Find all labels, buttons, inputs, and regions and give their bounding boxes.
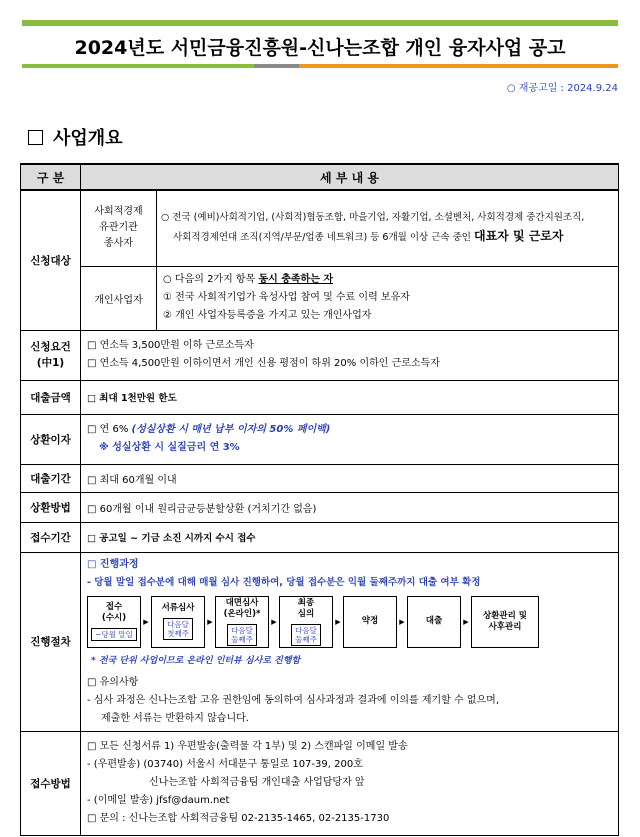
sub-label-org: 사회적경제 유관기관 종사자 bbox=[81, 190, 157, 266]
accept-text: □ 공고일 ~ 기금 소진 시까지 수시 접수 bbox=[81, 522, 619, 552]
flow-step-title: 상환관리 및 사후관리 bbox=[482, 610, 527, 632]
header-bottom-bar bbox=[22, 64, 618, 68]
interest-1b: (성실상환 시 매년 납부 이자의 50% 페이백) bbox=[131, 424, 331, 435]
method-detail bbox=[81, 731, 619, 835]
repay-text: □ 60개월 이내 원리금균등분할상환 (거치기간 없음) bbox=[81, 492, 619, 522]
period-text: □ 최대 60개월 이내 bbox=[81, 464, 619, 492]
table-row bbox=[21, 190, 619, 266]
row-label-target: 신청대상 bbox=[21, 190, 81, 330]
caution-heading: □ 유의사항 bbox=[87, 676, 139, 688]
sub-label-personal: 개인사업자 bbox=[81, 266, 157, 330]
process-heading: □ 진행과정 bbox=[87, 558, 139, 570]
flow-step-title: 최종 심의 bbox=[297, 597, 315, 619]
arrow-right-icon: ▶ bbox=[207, 617, 213, 626]
flow-step bbox=[407, 596, 461, 648]
process-flow bbox=[87, 596, 612, 648]
flow-step-title: 접수 (수시) bbox=[101, 602, 127, 623]
repost-date: ○ 재공고일 : 2024.9.24 bbox=[506, 83, 618, 94]
personal-1a: ○ 다음의 2가지 항목 bbox=[163, 274, 259, 285]
flow-step bbox=[151, 596, 205, 648]
row-label-accept: 접수기간 bbox=[21, 522, 81, 552]
flow-step-sub: 다음달 둘째주 bbox=[227, 624, 257, 646]
org-text-1: ○ 전국 (예비)사회적기업, (사회적)협동조합, 마을기업, 자활기업, 소셜벤처, 사회적경제 중간지원조직, bbox=[161, 212, 585, 224]
personal-detail bbox=[157, 266, 619, 330]
flow-step-sub: ~당월 말일 bbox=[91, 628, 137, 641]
caution-line-2: 제출한 서류는 반환하지 않습니다. bbox=[101, 712, 249, 724]
table-row bbox=[21, 492, 619, 522]
personal-line-1 bbox=[163, 271, 612, 289]
col-head-details: 세 부 내 용 bbox=[81, 164, 619, 190]
method-line-2: - (우편발송) (03740) 서울시 서대문구 통일로 107-39, 200호 bbox=[87, 759, 363, 770]
table-row bbox=[21, 330, 619, 380]
requirement-line-2: □ 연소득 4,500만원 이하이면서 개인 신용 평점이 하위 20% 이하인 근로소득자 bbox=[87, 358, 440, 369]
arrow-right-icon: ▶ bbox=[399, 617, 405, 626]
method-line-5: □ 문의 : 신나는조합 사회적금융팀 02-2135-1465, 02-2135-1730 bbox=[87, 813, 390, 824]
table-header-row bbox=[21, 164, 619, 190]
process-detail bbox=[81, 552, 619, 731]
page-title: 2024년도 서민금융진흥원-신나는조합 개인 융자사업 공고 bbox=[74, 37, 566, 59]
arrow-right-icon: ▶ bbox=[335, 617, 341, 626]
section-heading bbox=[28, 124, 123, 150]
flow-step-title: 대출 bbox=[425, 616, 443, 626]
arrow-right-icon: ▶ bbox=[463, 617, 469, 626]
flow-step-title: 약정 bbox=[361, 616, 379, 626]
process-note: * 전국 단위 사업이므로 온라인 인터뷰 심사로 진행함 bbox=[91, 655, 301, 666]
flow-step bbox=[215, 596, 269, 648]
table-row bbox=[21, 731, 619, 835]
flow-step-sub: 다음달 첫째주 bbox=[163, 618, 193, 640]
arrow-right-icon: ▶ bbox=[143, 617, 149, 626]
row-label-amount: 대출금액 bbox=[21, 380, 81, 414]
method-line-1: □ 모든 신청서류 1) 우편발송(출력물 각 1부) 및 2) 스캔파일 이메일 발송 bbox=[87, 741, 408, 752]
overview-table bbox=[20, 163, 619, 836]
requirement-detail bbox=[81, 330, 619, 380]
interest-detail bbox=[81, 414, 619, 464]
table-row bbox=[21, 414, 619, 464]
row-label-period: 대출기간 bbox=[21, 464, 81, 492]
flow-step bbox=[279, 596, 333, 648]
table-row bbox=[21, 552, 619, 731]
process-desc: - 당월 말일 접수분에 대해 매월 심사 진행하여, 당월 접수분은 익월 둘째주까지 대출 여부 확정 bbox=[87, 576, 481, 588]
interest-line-2: ※ 성실상환 시 실질금리 연 3% bbox=[99, 442, 240, 453]
amount-text: □ 최대 1천만원 한도 bbox=[81, 380, 619, 414]
flow-step-title: 서류심사 bbox=[161, 603, 195, 613]
row-label-interest: 상환이자 bbox=[21, 414, 81, 464]
row-label-process: 진행절차 bbox=[21, 552, 81, 731]
method-line-4: - (이메일 발송) jfsf@daum.net bbox=[87, 795, 230, 806]
table-row bbox=[21, 522, 619, 552]
interest-1a: □ 연 6% bbox=[87, 424, 132, 435]
arrow-right-icon: ▶ bbox=[271, 617, 277, 626]
table-row bbox=[21, 266, 619, 330]
flow-step bbox=[471, 596, 539, 648]
table-row bbox=[21, 464, 619, 492]
org-text-2a: 사회적경제연대 조직(지역/부문/업종 네트워크) 등 6개월 이상 근속 중인 bbox=[173, 232, 474, 244]
flow-step bbox=[87, 596, 141, 648]
personal-1b: 동시 충족하는 자 bbox=[258, 274, 334, 285]
table-row bbox=[21, 380, 619, 414]
row-label-requirement: 신청요건 (中1) bbox=[21, 330, 81, 380]
row-label-method: 접수방법 bbox=[21, 731, 81, 835]
caution-line-1: - 심사 과정은 신나는조합 고유 권한임에 동의하여 심사과정과 결과에 이의를 제기할 수 없으며, bbox=[87, 694, 500, 706]
row-label-repay: 상환방법 bbox=[21, 492, 81, 522]
header-top-bar bbox=[22, 20, 618, 26]
org-detail bbox=[157, 190, 619, 266]
checkbox-icon bbox=[28, 130, 43, 145]
interest-line-1 bbox=[87, 421, 612, 439]
section-title: 사업개요 bbox=[53, 128, 123, 149]
flow-step-title: 대면심사 (온라인)* bbox=[223, 597, 261, 619]
method-line-3: 신나는조합 사회적금융팀 개인대출 사업담당자 앞 bbox=[149, 777, 365, 788]
org-text-2 bbox=[161, 227, 612, 247]
flow-step-sub: 다음달 둘째주 bbox=[291, 624, 321, 646]
personal-line-2: ① 전국 사회적기업가 육성사업 참여 및 수료 이력 보유자 bbox=[163, 292, 410, 303]
personal-line-3: ② 개인 사업자등록증을 가지고 있는 개인사업자 bbox=[163, 310, 372, 321]
org-text-2b: 대표자 및 근로자 bbox=[473, 229, 564, 244]
flow-step bbox=[343, 596, 397, 648]
requirement-line-1: □ 연소득 3,500만원 이하 근로소득자 bbox=[87, 340, 254, 351]
col-head-category: 구 분 bbox=[21, 164, 81, 190]
